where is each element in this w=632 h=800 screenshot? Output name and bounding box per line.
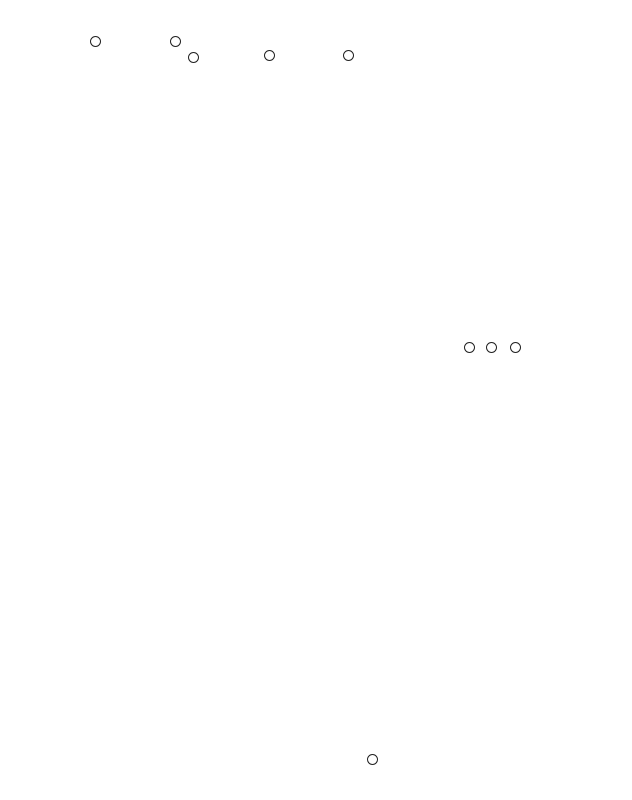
row-marker-5 — [90, 36, 101, 47]
edge-marker-2 — [486, 342, 497, 353]
edge-marker-1 — [510, 342, 521, 353]
row-marker-1 — [170, 36, 181, 47]
row-marker-26 — [188, 52, 199, 63]
row-marker-1c — [367, 754, 378, 765]
edge-marker-3 — [464, 342, 475, 353]
row-marker-1b — [343, 50, 354, 61]
row-marker-5b — [264, 50, 275, 61]
